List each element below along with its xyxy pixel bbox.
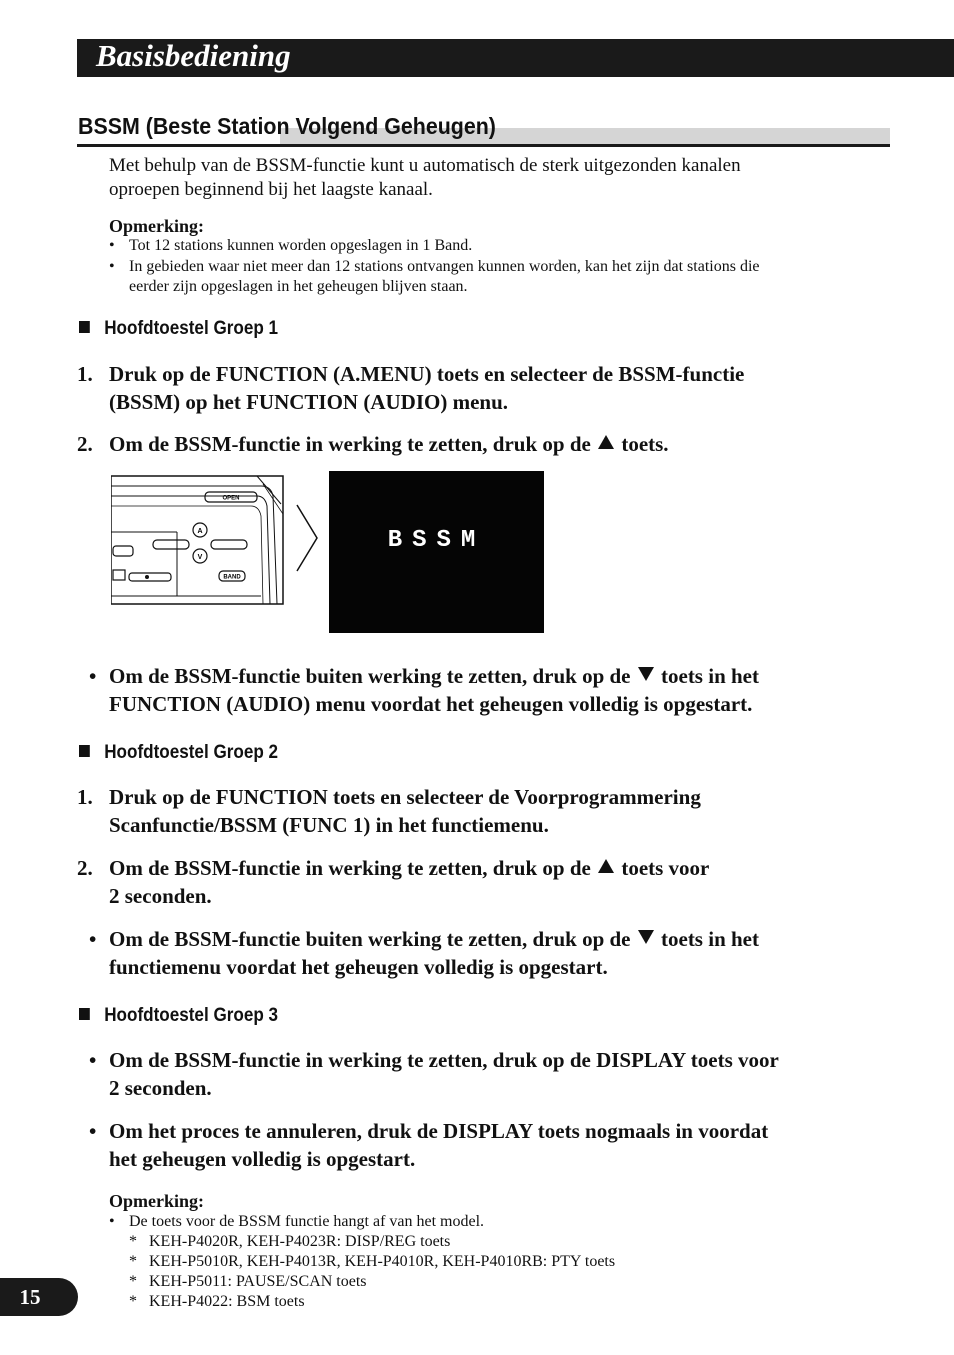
note-item: [109, 257, 889, 297]
square-bullet-icon: [79, 745, 90, 757]
intro-line-2: oproepen beginnend bij het laagste kanaal.: [109, 179, 433, 200]
lcd-display: [329, 471, 544, 633]
model-item: * KEH-P5010R, KEH-P4013R, KEH-P4010R, KEH-P4010RB: PTY toets: [129, 1253, 616, 1270]
group1-bullet: • Om de BSSM-functie buiten werking te zetten, druk op de toets in het FUNCTION (AUDIO) menu voordat het geheugen volledig is opgestart.: [89, 664, 759, 716]
pointer-arrow-icon: [295, 503, 319, 573]
note-item: • De toets voor de BSSM functie hangt af van het model.: [109, 1213, 485, 1230]
down-button-label: V: [197, 554, 203, 561]
group2-step-2: 2. Om de BSSM-functie in werking te zetten, druk op de toets voor 2 seconden.: [77, 856, 710, 908]
model-item: * KEH-P4020R, KEH-P4023R: DISP/REG toets: [129, 1233, 451, 1250]
up-arrow-icon: [598, 435, 614, 449]
note-list: [109, 236, 889, 297]
model-item: * KEH-P5011: PAUSE/SCAN toets: [129, 1273, 367, 1290]
up-button-label: A: [197, 528, 203, 535]
group2-heading: Hoofdtoestel Groep 2: [79, 741, 278, 765]
group2-step-1: 1. Druk op de FUNCTION toets en selecteer de Voorprogrammering Scanfunctie/BSSM (FUNC 1) in het functiemenu.: [77, 785, 701, 837]
bullet-mark: •: [109, 258, 115, 275]
group1-step-2: 2. Om de BSSM-functie in werking te zetten, druk op de toets.: [77, 432, 669, 456]
model-item: * KEH-P4022: BSM toets: [129, 1293, 305, 1310]
group2-bullet: • Om de BSSM-functie buiten werking te zetten, druk op de toets in het functiemenu voordat het geheugen volledig is opgestart.: [89, 927, 759, 979]
head-unit-illustration: [111, 474, 286, 606]
section-heading-rule: [77, 144, 890, 147]
band-label: BAND: [223, 574, 241, 581]
page-number-tab: [0, 1278, 78, 1316]
lcd-display-text: BSSM: [387, 527, 486, 554]
group1-step-1: 1. Druk op de FUNCTION (A.MENU) toets en selecteer de BSSM-functie (BSSM) op het FUNCTION (AUDIO) menu.: [77, 362, 745, 414]
section-title: BSSM (Beste Station Volgend Geheugen): [78, 113, 496, 139]
note-label: Opmerking:: [109, 216, 205, 236]
bullet-mark: •: [109, 237, 115, 254]
note-item-text: In gebieden waar niet meer dan 12 stations ontvangen kunnen worden, kan het zijn dat stations die eerder zijn opgeslagen in het geheugen blijven staan.: [129, 258, 760, 295]
intro-line-1: Met behulp van de BSSM-functie kunt u automatisch de sterk uitgezonden kanalen: [109, 155, 741, 176]
note-item-text: Tot 12 stations kunnen worden opgeslagen in 1 Band.: [129, 237, 473, 254]
page-header-title: Basisbediening: [96, 38, 291, 73]
square-bullet-icon: [79, 1008, 90, 1020]
open-label: OPEN: [222, 495, 240, 502]
note-label: Opmerking:: [109, 1191, 205, 1211]
up-arrow-icon: [598, 859, 614, 873]
down-arrow-icon: [638, 667, 654, 681]
model-list: [109, 1232, 889, 1312]
group3-bullet-2: • Om het proces te annuleren, druk de DISPLAY toets nogmaals in voordat het geheugen volledig is opgestart.: [89, 1119, 769, 1171]
note-item: [109, 236, 889, 256]
down-arrow-icon: [638, 930, 654, 944]
note-2-list: [109, 1212, 889, 1312]
group3-heading: Hoofdtoestel Groep 3: [79, 1004, 278, 1028]
group1-heading: Hoofdtoestel Groep 1: [79, 317, 278, 341]
square-bullet-icon: [79, 321, 90, 333]
group3-bullet-1: • Om de BSSM-functie in werking te zetten, druk op de DISPLAY toets voor 2 seconden.: [89, 1048, 779, 1100]
page-number: 15: [19, 1285, 41, 1309]
intro-paragraph: [109, 154, 899, 202]
